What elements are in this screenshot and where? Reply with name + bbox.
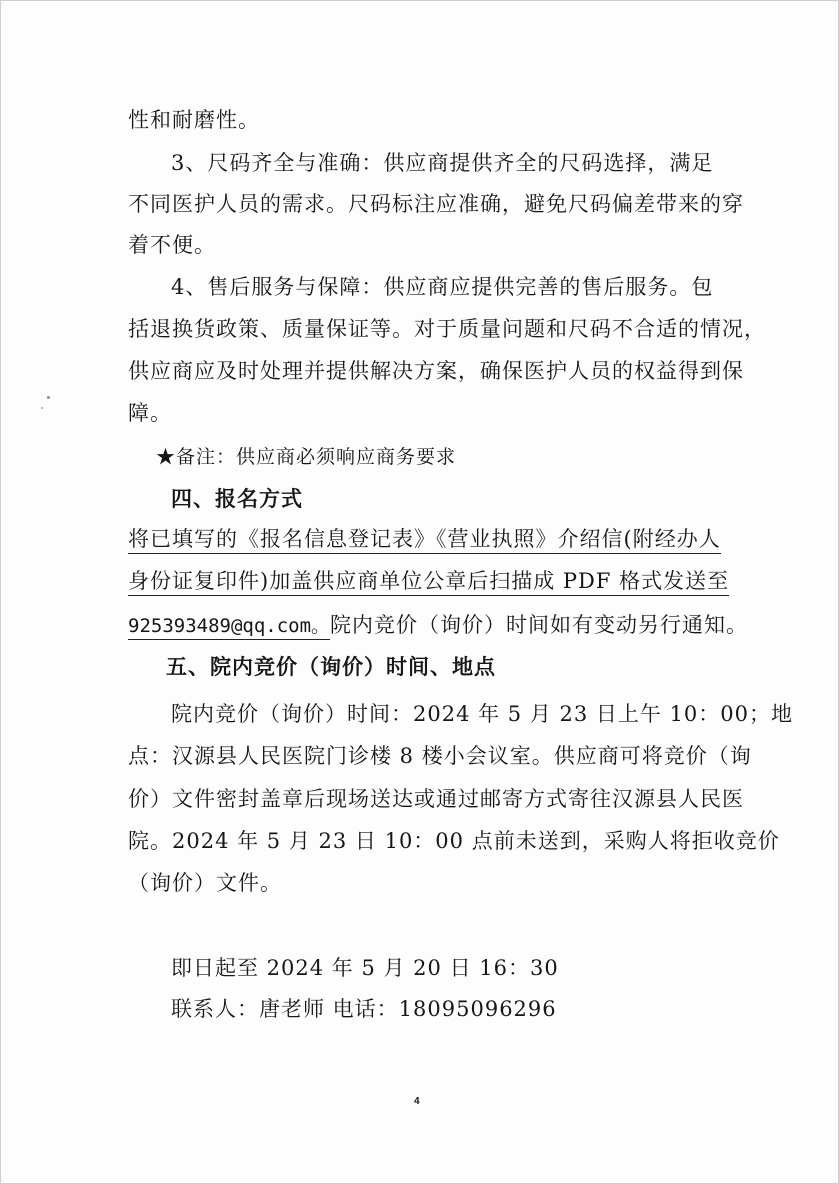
paragraph-line: 不同医护人员的需求。尺码标注应准确，避免尺码偏差带来的穿 [128,192,744,216]
paragraph-line: 价）文件密封盖章后现场送达或通过邮寄方式寄往汉源县人民医 [128,787,744,811]
paragraph-line: 点：汉源县人民医院门诊楼 8 楼小会议室。供应商可将竞价（询 [128,744,752,768]
paragraph-text: 院内竞价（询价）时间如有变动另行通知。 [330,613,749,637]
paragraph-line: 院。2024 年 5 月 23 日 10：00 点前未送到，采购人将拒收竞价 [128,829,780,853]
section-title: 五、院内竞价（询价）时间、地点 [166,655,496,679]
paragraph-line [128,568,729,594]
paragraph-line: 院内竞价（询价）时间：2024 年 5 月 23 日上午 10：00；地 [171,702,794,726]
email-link[interactable]: 925393489@qq.com。 [128,615,330,640]
section-title: 四、报名方式 [171,487,303,511]
contact-line: 联系人：唐老师 电话：18095096296 [171,997,557,1021]
paragraph-line [128,612,748,639]
paragraph-line: 障。 [128,401,172,425]
paragraph-line: 括退换货政策、质量保证等。对于质量问题和尺码不合适的情况， [128,317,766,341]
scan-speck [41,407,43,409]
paragraph-line: 3、尺码齐全与准确：供应商提供齐全的尺码选择，满足 [171,151,714,175]
underlined-text: 身份证复印件)加盖供应商单位公章后扫描成 PDF 格式发送至 [128,569,729,596]
paragraph-line: 4、售后服务与保障：供应商应提供完善的售后服务。包 [171,275,714,299]
underlined-text: 将已填写的《报名信息登记表》《营业执照》介绍信(附经办人 [128,527,721,554]
note-line: ★备注：供应商必须响应商务要求 [156,446,457,468]
paragraph-line: 着不便。 [128,233,216,257]
scan-speck [47,396,50,399]
paragraph-line [128,526,721,552]
deadline-line: 即日起至 2024 年 5 月 20 日 16：30 [171,956,559,980]
paragraph-line: 性和耐磨性。 [128,108,260,132]
paragraph-line: 供应商应及时处理并提供解决方案，确保医护人员的权益得到保 [128,359,744,383]
paragraph-line: （询价）文件。 [128,871,282,895]
page-number: 4 [414,1096,420,1107]
